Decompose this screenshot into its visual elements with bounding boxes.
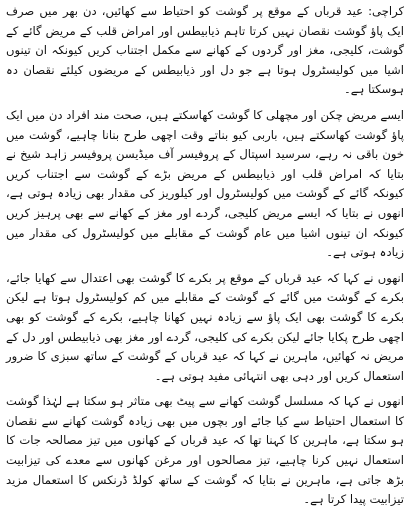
article-paragraph-2: ایسے مریض چکن اور مچھلی کا گوشت کھاسکتے ہیں، صحت مند افراد دن میں ایک پاؤ گوشت کھاسکتے ہیں، باربی کیو بناتے وقت اچھی طرح بنانا چاہیے، گوشت میں خون باقی نہ رہے، سرسید اسپتال کے پروفیسر آف میڈیسن پروفیسر زاہد شیخ نے بتایا کہ امراض قلب اور ذیابیطس کے مریض بڑے کے گوشت سے اجتناب کریں کیونکہ گائے کے گوشت میں کولیسٹرول اور کیلوریز کی مقدار بھی زیادہ ہوتی ہے، انھوں نے بتایا کہ ایسے مریض کلیجی، گردے اور مغز کے کھانے سے بھی پرہیز کریں کیونکہ ان تینوں اشیا میں عام گوشت کے مقابلے میں کولیسٹرول کی مقدار میں زیادہ ہوتی ہے۔: [6, 107, 404, 260]
article-paragraph-3: انھوں نے کہا کہ عید قرباں کے موقع پر بکرے کا گوشت بھی اعتدال سے کھایا جائے، بکرے کے گوشت میں گائے کے گوشت کے مقابلے میں کم کولیسٹرول ہوتا ہے لیکن بکرے کا گوشت بھی ایک پاؤ سے زیادہ نہیں کھانا چاہیے، بکرے کے گوشت کو بھی اچھی طرح پکایا جائے لیکن بکرے کی کلیجی، گردے اور مغز بھی ذیابیطس اور دل کے مریض نہ کھائیں، ماہرین نے کہا کہ عید قرباں کے گوشت کے ساتھ سبزی کا ضرور استعمال کریں اور دہی بھی انتہائی مفید ہوتی ہے۔: [6, 270, 404, 383]
article-paragraph-1: کراچی: عید قرباں کے موقع پر گوشت کو احتیاط سے کھائیں، دن بھر میں صرف ایک پاؤ گوشت نقصان نہیں کرتا تاہم ذیابیطس اور امراض قلب کے مریض گائے کے گوشت، کلیجی، مغز اور گردوں کے کھانے سے مکمل اجتناب کریں کیونکہ ان تینوں اشیا میں کولیسٹرول ہوتا ہے جو دل اور ذیابیطس کے مریضوں کیلئے نقصان دہ ہوسکتا ہے۔: [6, 4, 404, 97]
article-paragraph-4: انھوں نے کہا کہ مسلسل گوشت کھانے سے پیٹ بھی متاثر ہو سکتا ہے لہٰذا گوشت کا استعمال احتیاط سے کیا جائے اور بچوں میں بھی زیادہ گوشت کھانے سے نقصان ہو سکتا ہے، ماہرین کا کہنا تھا کہ عید قرباں کے کھانوں میں تیز مصالحہ جات کا استعمال نہیں کرنا چاہیے، تیز مصالحوں اور مرغن کھانوں سے معدے کی تیزابیت بڑھ جاتی ہے، ماہرین نے بتایا کہ گوشت کے ساتھ کولڈ ڈرنکس کا استعمال مزید تیزابیت پیدا کرتا ہے۔: [6, 394, 404, 507]
